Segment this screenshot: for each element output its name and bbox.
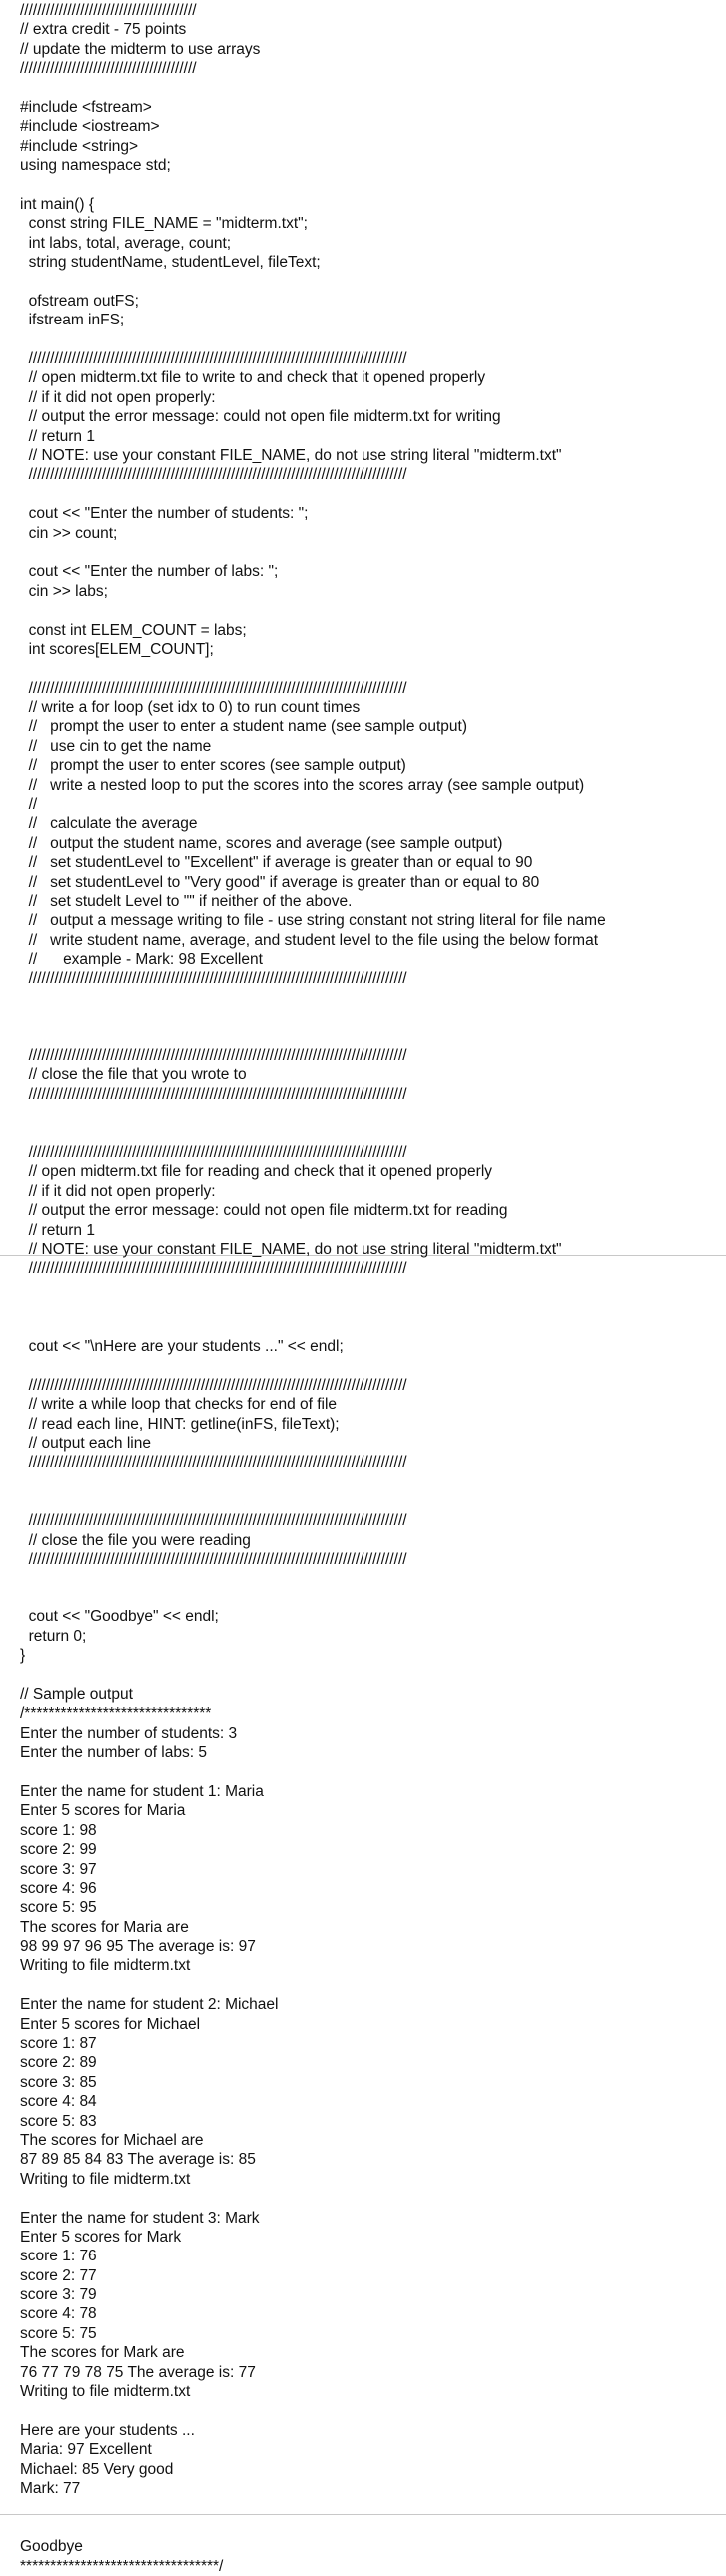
code-line: The scores for Michael are [20, 2131, 204, 2149]
code-line: Enter the name for student 1: Maria [20, 1782, 264, 1800]
code-line: // [20, 796, 38, 814]
code-line: //////////////////////////////////////////////////////////////////////////////////////// [20, 1454, 407, 1472]
code-line: score 4: 78 [20, 2305, 97, 2323]
code-line [20, 79, 719, 98]
code-line: // output the student name, scores and average (see sample output) [20, 834, 503, 852]
code-line [20, 1318, 719, 1337]
code-line: The scores for Maria are [20, 1918, 189, 1936]
code-line [20, 2401, 719, 2420]
code-line: // calculate the average [20, 815, 198, 833]
code-line: *********************************/ [20, 2557, 224, 2575]
code-line: // Sample output [20, 1685, 133, 1703]
code-line: // return 1 [20, 427, 95, 445]
code-line: score 5: 83 [20, 2112, 97, 2130]
code-line: // output each line [20, 1434, 151, 1452]
code-line: string studentName, studentLevel, fileText; [20, 254, 321, 272]
code-line: //////////////////////////////////////////////////////////////////////////////////////// [20, 679, 407, 697]
code-line: score 3: 79 [20, 2286, 97, 2304]
code-line: 76 77 79 78 75 The average is: 77 [20, 2363, 256, 2381]
code-line: } [20, 1647, 26, 1665]
code-line: // output the error message: could not open file midterm.txt for reading [20, 1202, 508, 1220]
code-line: Here are your students ... [20, 2421, 195, 2439]
code-line: // NOTE: use your constant FILE_NAME, do not use string literal "midterm.txt" [20, 446, 562, 464]
code-line: cout << "Enter the number of labs: "; [20, 563, 279, 581]
code-line: // close the file you were reading [20, 1531, 251, 1549]
code-line: //////////////////////////////////////////////////////////////////////////////////////// [20, 1260, 407, 1278]
code-line: Writing to file midterm.txt [20, 1957, 191, 1975]
code-line [20, 2518, 719, 2537]
code-line [20, 543, 719, 562]
code-line: ifstream inFS; [20, 312, 125, 329]
code-line: cin >> labs; [20, 582, 108, 600]
code-line: // set studentLevel to "Excellent" if average is greater than or equal to 90 [20, 854, 533, 872]
code-line [20, 485, 719, 504]
code-line: Goodbye [20, 2538, 83, 2556]
code-line: // write a while loop that checks for end of file [20, 1396, 338, 1414]
code-line: // return 1 [20, 1221, 95, 1239]
code-line: // open midterm.txt file for reading and check that it opened properly [20, 1163, 493, 1181]
code-line: //////////////////////////////////////////////////////////////////////////////////////// [20, 969, 407, 987]
code-line [20, 1356, 719, 1375]
code-line: // output a message writing to file - use string constant not string literal for file name [20, 912, 606, 930]
code-line: Enter the name for student 3: Mark [20, 2209, 260, 2227]
code-line: Enter 5 scores for Maria [20, 1802, 186, 1820]
code-line: score 3: 97 [20, 1860, 97, 1878]
code-line: score 3: 85 [20, 2073, 97, 2091]
code-line [20, 2498, 719, 2517]
code-line: Mark: 77 [20, 2480, 81, 2497]
code-line: Enter 5 scores for Mark [20, 2228, 182, 2246]
code-line: // if it did not open properly: [20, 388, 216, 406]
code-line: 98 99 97 96 95 The average is: 97 [20, 1938, 256, 1956]
code-line: // read each line, HINT: getline(inFS, fileText); [20, 1415, 340, 1433]
code-line: // set studentLevel to "Very good" if average is greater than or equal to 80 [20, 873, 540, 891]
code-line: //////////////////////////////////////////////////////////////////////////////////////// [20, 1512, 407, 1530]
code-line: // extra credit - 75 points [20, 21, 187, 39]
code-line: ofstream outFS; [20, 292, 139, 310]
code-line [20, 176, 719, 195]
code-line: Enter the name for student 2: Michael [20, 1996, 279, 2014]
code-line [20, 1473, 719, 1492]
code-line: /******************************* [20, 1705, 212, 1723]
code-line: // write a nested loop to put the scores into the scores array (see sample output) [20, 776, 585, 794]
code-line: score 2: 89 [20, 2054, 97, 2072]
code-line: cin >> count; [20, 524, 118, 542]
code-line [20, 272, 719, 291]
code-line: score 4: 84 [20, 2093, 97, 2111]
code-line: cout << "\nHere are your students ..." << endl; [20, 1337, 344, 1355]
code-line: cout << "Goodbye" << endl; [20, 1609, 219, 1626]
code-line: //////////////////////////////////////////////////////////////////////////////////////// [20, 1376, 407, 1394]
code-line [20, 1027, 719, 1046]
code-line [20, 2189, 719, 2208]
code-line: // output the error message: could not open file midterm.txt for writing [20, 408, 501, 426]
code-line [20, 1124, 719, 1143]
code-line: //////////////////////////////////////////////////////////////////////////////////////// [20, 1144, 407, 1162]
code-line: //////////////////////////////////////////////////////////////////////////////////////// [20, 350, 407, 368]
code-line: Maria: 97 Excellent [20, 2441, 152, 2459]
code-line: // NOTE: use your constant FILE_NAME, do not use string literal "midterm.txt" [20, 1241, 562, 1258]
code-line: score 5: 95 [20, 1899, 97, 1917]
code-line: // prompt the user to enter a student name (see sample output) [20, 718, 468, 736]
code-line: ///////////////////////////////////////// [20, 60, 197, 78]
code-line: score 1: 76 [20, 2248, 97, 2265]
code-line [20, 988, 719, 1007]
code-line [20, 1007, 719, 1026]
code-line: The scores for Mark are [20, 2344, 185, 2362]
code-line: score 1: 87 [20, 2035, 97, 2053]
code-line: Michael: 85 Very good [20, 2460, 174, 2478]
code-line [20, 1298, 719, 1317]
code-line: score 4: 96 [20, 1879, 97, 1897]
code-line: // close the file that you wrote to [20, 1066, 247, 1084]
code-line: Enter 5 scores for Michael [20, 2015, 201, 2033]
code-line: // use cin to get the name [20, 737, 212, 755]
code-line [20, 1492, 719, 1511]
code-line: // example - Mark: 98 Excellent [20, 951, 263, 968]
code-line: score 2: 77 [20, 2266, 97, 2284]
code-line: Enter the number of students: 3 [20, 1724, 238, 1742]
code-line: //////////////////////////////////////////////////////////////////////////////////////// [20, 1085, 407, 1103]
code-line: //////////////////////////////////////////////////////////////////////////////////////// [20, 1551, 407, 1569]
code-line: ///////////////////////////////////////// [20, 2, 197, 19]
code-line: #include <iostream> [20, 118, 160, 136]
code-line [20, 659, 719, 678]
code-line: // write a for loop (set idx to 0) to run count times [20, 699, 361, 717]
code-line [20, 1976, 719, 1995]
code-line: Enter the number of labs: 5 [20, 1744, 207, 1762]
code-line: using namespace std; [20, 157, 171, 175]
code-line: score 2: 99 [20, 1841, 97, 1859]
code-line [20, 1666, 719, 1685]
code-line: //////////////////////////////////////////////////////////////////////////////////////// [20, 466, 407, 484]
code-line: int labs, total, average, count; [20, 234, 232, 252]
code-line: const string FILE_NAME = "midterm.txt"; [20, 215, 308, 233]
code-line: const int ELEM_COUNT = labs; [20, 621, 247, 639]
code-line: #include <fstream> [20, 98, 152, 116]
code-line: // set studelt Level to "" if neither of the above. [20, 892, 353, 910]
code-line: Writing to file midterm.txt [20, 2170, 191, 2188]
code-document [20, 1, 719, 2576]
code-line [20, 1279, 719, 1298]
code-line: #include <string> [20, 137, 139, 155]
code-line: // open midterm.txt file to write to and check that it opened properly [20, 369, 486, 387]
code-line [20, 1104, 719, 1123]
code-line: score 1: 98 [20, 1821, 97, 1839]
code-line: // prompt the user to enter scores (see sample output) [20, 757, 406, 775]
code-line [20, 1570, 719, 1589]
code-line: score 5: 75 [20, 2324, 97, 2342]
code-line: // if it did not open properly: [20, 1182, 216, 1200]
code-line [20, 330, 719, 349]
code-line: //////////////////////////////////////////////////////////////////////////////////////// [20, 1047, 407, 1065]
code-line: int scores[ELEM_COUNT]; [20, 640, 214, 658]
code-line: return 0; [20, 1627, 87, 1645]
code-line: Writing to file midterm.txt [20, 2383, 191, 2401]
code-line [20, 1589, 719, 1608]
code-line: // write student name, average, and student level to the file using the below format [20, 931, 598, 949]
code-line: int main() { [20, 195, 95, 213]
code-line: cout << "Enter the number of students: "; [20, 505, 309, 523]
code-line [20, 601, 719, 620]
code-line [20, 1763, 719, 1782]
code-line: 87 89 85 84 83 The average is: 85 [20, 2151, 256, 2169]
code-line: // update the midterm to use arrays [20, 40, 261, 58]
